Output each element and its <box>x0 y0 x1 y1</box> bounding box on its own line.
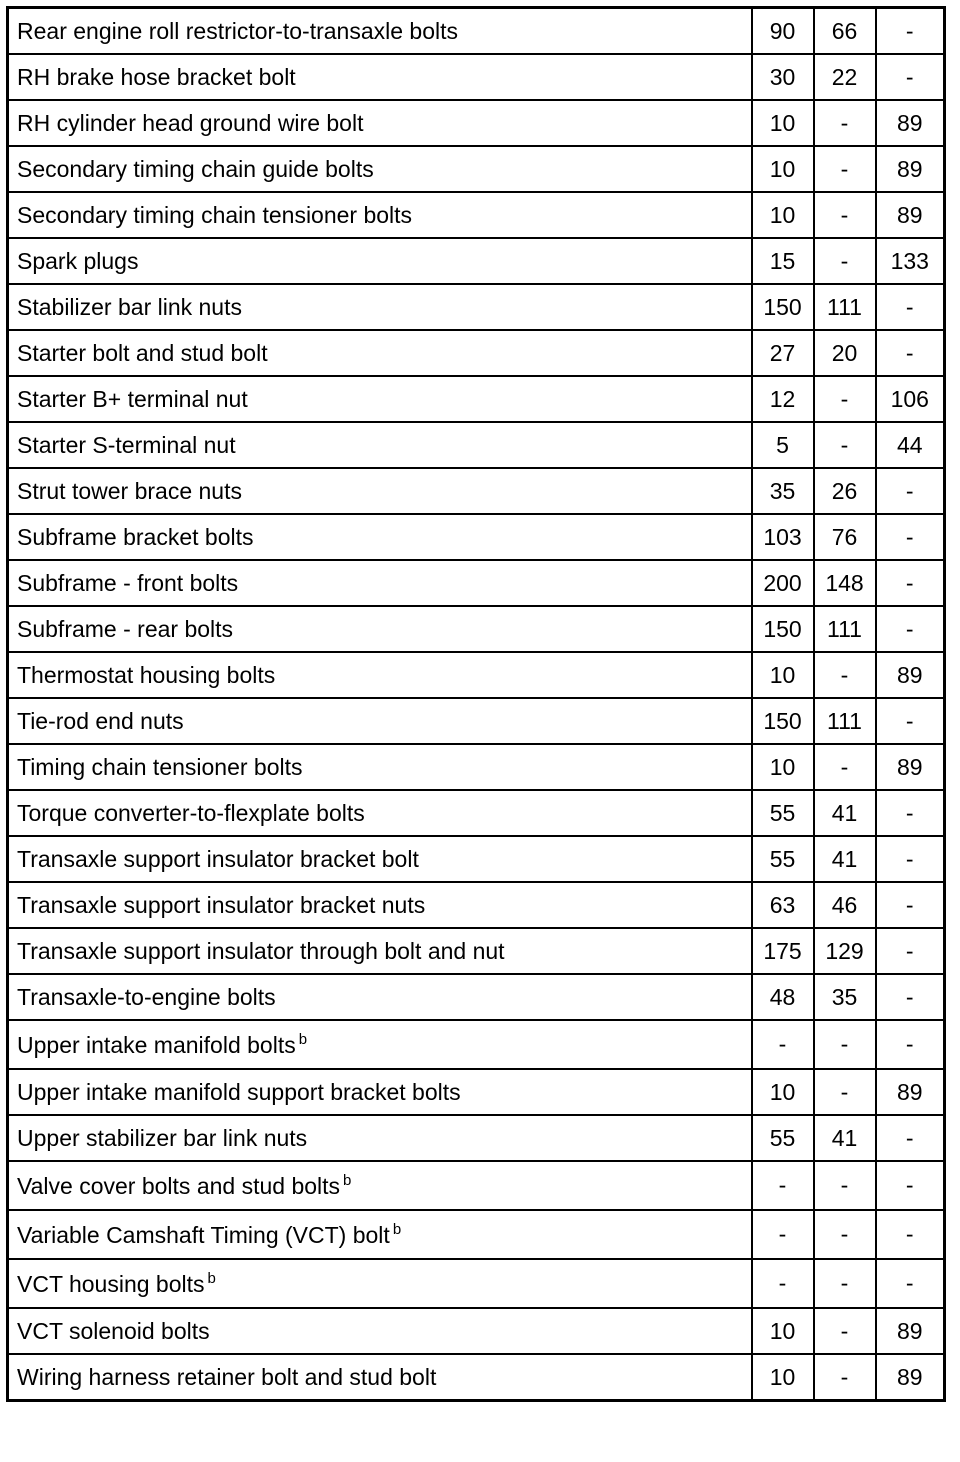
lbin-value-cell: - <box>876 8 945 55</box>
nm-value-cell: 27 <box>752 330 814 376</box>
footnote-marker: b <box>298 1030 308 1048</box>
table-row <box>8 1115 945 1161</box>
item-description: Stabilizer bar link nuts <box>17 293 242 320</box>
item-description: Upper intake manifold bolts <box>17 1031 296 1058</box>
lbin-value-cell: 89 <box>876 192 945 238</box>
nm-value-cell: 150 <box>752 606 814 652</box>
lbin-value-cell: 89 <box>876 1069 945 1115</box>
lbin-value-cell: - <box>876 836 945 882</box>
nm-value-cell: 175 <box>752 928 814 974</box>
item-description: Variable Camshaft Timing (VCT) bolt <box>17 1221 390 1248</box>
nm-value-cell: 5 <box>752 422 814 468</box>
table-row <box>8 146 945 192</box>
lbin-value-cell: 89 <box>876 652 945 698</box>
table-row <box>8 1259 945 1308</box>
item-description-cell <box>8 192 752 238</box>
table-row <box>8 974 945 1020</box>
item-description: VCT solenoid bolts <box>17 1317 210 1344</box>
lbin-value-cell: - <box>876 606 945 652</box>
table-row <box>8 928 945 974</box>
item-description-cell <box>8 836 752 882</box>
nm-value-cell: 10 <box>752 100 814 146</box>
item-description-cell <box>8 744 752 790</box>
item-description: Upper intake manifold support bracket bolts <box>17 1078 461 1105</box>
table-row <box>8 790 945 836</box>
nm-value-cell: 150 <box>752 698 814 744</box>
table-row <box>8 1020 945 1069</box>
nm-value-cell: 48 <box>752 974 814 1020</box>
table-row <box>8 698 945 744</box>
item-description: Transaxle support insulator through bolt and nut <box>17 937 505 964</box>
table-row <box>8 836 945 882</box>
table-row <box>8 1354 945 1401</box>
lbin-value-cell: - <box>876 284 945 330</box>
item-description: Rear engine roll restrictor-to-transaxle bolts <box>17 17 459 44</box>
lbft-value-cell: - <box>814 1354 876 1401</box>
lbin-value-cell: 106 <box>876 376 945 422</box>
nm-value-cell: 150 <box>752 284 814 330</box>
nm-value-cell: 90 <box>752 8 814 55</box>
nm-value-cell: 55 <box>752 836 814 882</box>
lbin-value-cell: - <box>876 790 945 836</box>
lbft-value-cell: - <box>814 146 876 192</box>
nm-value-cell: 10 <box>752 1308 814 1354</box>
nm-value-cell: 103 <box>752 514 814 560</box>
table-row <box>8 422 945 468</box>
item-description: Timing chain tensioner bolts <box>17 753 303 780</box>
nm-value-cell: 10 <box>752 1354 814 1401</box>
item-description-cell <box>8 698 752 744</box>
item-description: Spark plugs <box>17 247 139 274</box>
lbin-value-cell: - <box>876 882 945 928</box>
lbft-value-cell: 66 <box>814 8 876 55</box>
table-row <box>8 376 945 422</box>
item-description-cell <box>8 606 752 652</box>
lbin-value-cell: - <box>876 974 945 1020</box>
item-description: Thermostat housing bolts <box>17 661 276 688</box>
item-description-cell <box>8 100 752 146</box>
table-row <box>8 652 945 698</box>
lbin-value-cell: - <box>876 1259 945 1308</box>
item-description: RH cylinder head ground wire bolt <box>17 109 364 136</box>
table-row <box>8 100 945 146</box>
lbft-value-cell: - <box>814 1259 876 1308</box>
lbft-value-cell: 129 <box>814 928 876 974</box>
lbin-value-cell: - <box>876 1210 945 1259</box>
lbft-value-cell: 111 <box>814 698 876 744</box>
lbin-value-cell: - <box>876 560 945 606</box>
table-row <box>8 330 945 376</box>
lbft-value-cell: 111 <box>814 284 876 330</box>
lbin-value-cell: 89 <box>876 1354 945 1401</box>
table-body <box>8 8 945 1401</box>
item-description: Starter B+ terminal nut <box>17 385 248 412</box>
item-description: Transaxle support insulator bracket bolt <box>17 845 419 872</box>
table-row <box>8 882 945 928</box>
item-description: Secondary timing chain guide bolts <box>17 155 374 182</box>
lbin-value-cell: 44 <box>876 422 945 468</box>
item-description-cell <box>8 1115 752 1161</box>
item-description-cell <box>8 790 752 836</box>
item-description: Strut tower brace nuts <box>17 477 242 504</box>
lbin-value-cell: - <box>876 928 945 974</box>
item-description-cell <box>8 928 752 974</box>
nm-value-cell: 55 <box>752 1115 814 1161</box>
lbft-value-cell: 26 <box>814 468 876 514</box>
lbft-value-cell: - <box>814 744 876 790</box>
nm-value-cell: 12 <box>752 376 814 422</box>
item-description-cell <box>8 514 752 560</box>
lbft-value-cell: 35 <box>814 974 876 1020</box>
table-row <box>8 1308 945 1354</box>
lbft-value-cell: 46 <box>814 882 876 928</box>
lbin-value-cell: - <box>876 330 945 376</box>
table-row <box>8 8 945 55</box>
item-description: Starter bolt and stud bolt <box>17 339 268 366</box>
lbin-value-cell: - <box>876 1020 945 1069</box>
item-description-cell <box>8 376 752 422</box>
table-row <box>8 192 945 238</box>
item-description: Wiring harness retainer bolt and stud bolt <box>17 1363 437 1390</box>
item-description-cell <box>8 1161 752 1210</box>
lbft-value-cell: - <box>814 1308 876 1354</box>
lbft-value-cell: 148 <box>814 560 876 606</box>
lbft-value-cell: - <box>814 100 876 146</box>
lbin-value-cell: 89 <box>876 100 945 146</box>
item-description: RH brake hose bracket bolt <box>17 63 296 90</box>
item-description-cell <box>8 8 752 55</box>
item-description: Subframe - rear bolts <box>17 615 234 642</box>
table-row <box>8 1210 945 1259</box>
nm-value-cell: 35 <box>752 468 814 514</box>
item-description-cell <box>8 652 752 698</box>
footnote-marker: b <box>343 1171 352 1189</box>
lbin-value-cell: 89 <box>876 146 945 192</box>
item-description: Torque converter-to-flexplate bolts <box>17 799 365 826</box>
lbft-value-cell: - <box>814 422 876 468</box>
item-description: Tie-rod end nuts <box>17 707 184 734</box>
item-description-cell <box>8 882 752 928</box>
table-row <box>8 514 945 560</box>
table-row <box>8 1069 945 1115</box>
item-description-cell <box>8 1354 752 1401</box>
nm-value-cell: 55 <box>752 790 814 836</box>
item-description: Transaxle support insulator bracket nuts <box>17 891 426 918</box>
table-row <box>8 54 945 100</box>
lbin-value-cell: - <box>876 1115 945 1161</box>
lbft-value-cell: 41 <box>814 790 876 836</box>
item-description-cell <box>8 974 752 1020</box>
lbin-value-cell: - <box>876 468 945 514</box>
item-description-cell <box>8 1020 752 1069</box>
table-row <box>8 238 945 284</box>
lbft-value-cell: - <box>814 1161 876 1210</box>
lbin-value-cell: - <box>876 514 945 560</box>
nm-value-cell: - <box>752 1259 814 1308</box>
table-row <box>8 606 945 652</box>
item-description: Starter S-terminal nut <box>17 431 236 458</box>
nm-value-cell: 10 <box>752 652 814 698</box>
table-row <box>8 284 945 330</box>
lbft-value-cell: - <box>814 192 876 238</box>
nm-value-cell: 10 <box>752 146 814 192</box>
nm-value-cell: 63 <box>752 882 814 928</box>
lbin-value-cell: 89 <box>876 744 945 790</box>
table-row <box>8 744 945 790</box>
nm-value-cell: 10 <box>752 744 814 790</box>
nm-value-cell: 30 <box>752 54 814 100</box>
item-description-cell <box>8 422 752 468</box>
item-description-cell <box>8 330 752 376</box>
nm-value-cell: - <box>752 1020 814 1069</box>
lbin-value-cell: - <box>876 698 945 744</box>
item-description-cell <box>8 560 752 606</box>
lbft-value-cell: 20 <box>814 330 876 376</box>
table-row <box>8 468 945 514</box>
lbin-value-cell: 133 <box>876 238 945 284</box>
item-description-cell <box>8 1210 752 1259</box>
item-description-cell <box>8 1259 752 1308</box>
footnote-marker: b <box>392 1220 402 1238</box>
lbft-value-cell: 41 <box>814 1115 876 1161</box>
item-description-cell <box>8 1308 752 1354</box>
table-row <box>8 1161 945 1210</box>
lbin-value-cell: 89 <box>876 1308 945 1354</box>
lbin-value-cell: - <box>876 54 945 100</box>
torque-specification-table <box>6 6 946 1402</box>
lbft-value-cell: 111 <box>814 606 876 652</box>
nm-value-cell: 10 <box>752 1069 814 1115</box>
nm-value-cell: - <box>752 1210 814 1259</box>
item-description-cell <box>8 284 752 330</box>
item-description-cell <box>8 146 752 192</box>
item-description: VCT housing bolts <box>17 1270 205 1297</box>
item-description-cell <box>8 1069 752 1115</box>
item-description-cell <box>8 54 752 100</box>
item-description: Subframe bracket bolts <box>17 523 254 550</box>
lbft-value-cell: 76 <box>814 514 876 560</box>
lbft-value-cell: 41 <box>814 836 876 882</box>
item-description: Valve cover bolts and stud bolts <box>17 1172 341 1199</box>
lbft-value-cell: - <box>814 376 876 422</box>
nm-value-cell: 15 <box>752 238 814 284</box>
lbft-value-cell: - <box>814 1020 876 1069</box>
item-description: Subframe - front bolts <box>17 569 239 596</box>
nm-value-cell: 10 <box>752 192 814 238</box>
footnote-marker: b <box>207 1269 216 1287</box>
lbin-value-cell: - <box>876 1161 945 1210</box>
lbft-value-cell: - <box>814 238 876 284</box>
lbft-value-cell: - <box>814 652 876 698</box>
item-description-cell <box>8 238 752 284</box>
item-description: Secondary timing chain tensioner bolts <box>17 201 413 228</box>
table-row <box>8 560 945 606</box>
nm-value-cell: - <box>752 1161 814 1210</box>
item-description: Transaxle-to-engine bolts <box>17 983 276 1010</box>
item-description-cell <box>8 468 752 514</box>
lbft-value-cell: - <box>814 1210 876 1259</box>
nm-value-cell: 200 <box>752 560 814 606</box>
lbft-value-cell: 22 <box>814 54 876 100</box>
lbft-value-cell: - <box>814 1069 876 1115</box>
item-description: Upper stabilizer bar link nuts <box>17 1124 308 1151</box>
